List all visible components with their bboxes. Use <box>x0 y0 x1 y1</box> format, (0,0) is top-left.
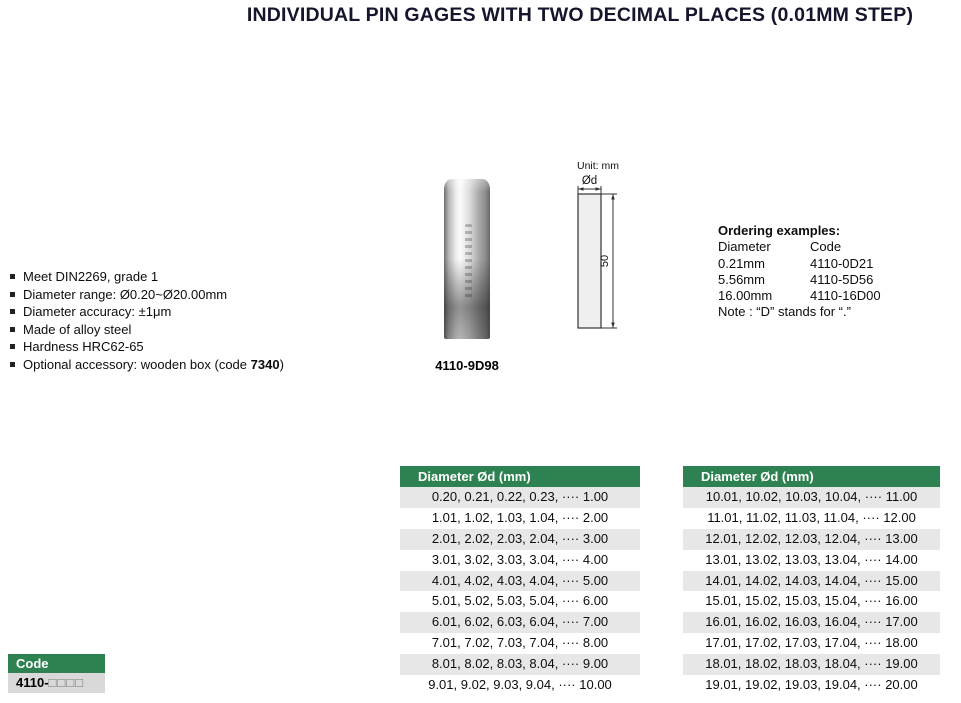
table-row: 5.01, 5.02, 5.03, 5.04, ···· 6.00 <box>400 591 640 612</box>
feature-text: Meet DIN2269, grade 1 <box>23 269 159 284</box>
diameter-table-1 <box>400 466 640 696</box>
product-model-label: 4110-9D98 <box>435 358 499 373</box>
table-row: 9.01, 9.02, 9.03, 9.04, ···· 10.00 <box>400 675 640 696</box>
unit-label: Unit: mm <box>577 160 619 172</box>
table-row: 4.01, 4.02, 4.03, 4.04, ···· 5.00 <box>400 571 640 592</box>
table-row: 15.01, 15.02, 15.03, 15.04, ···· 16.00 <box>683 591 940 612</box>
code-placeholder-squares: □□□□ <box>48 675 84 690</box>
feature-text: Diameter range: Ø0.20~Ø20.00mm <box>23 286 228 302</box>
bullet-square-icon <box>10 344 15 349</box>
ordering-col-code: Code <box>810 239 842 255</box>
table-row: 11.01, 11.02, 11.03, 11.04, ···· 12.00 <box>683 508 940 529</box>
feature-item <box>10 303 400 321</box>
ordering-code: 4110-5D56 <box>810 271 874 287</box>
ordering-note: Note : “D” stands for “.” <box>718 304 851 320</box>
code-box-value <box>8 673 105 693</box>
ordering-diameter: 0.21mm <box>718 255 765 271</box>
table-row: 16.01, 16.02, 16.03, 16.04, ···· 17.00 <box>683 612 940 633</box>
feature-item <box>10 286 400 304</box>
ordering-diameter: 5.56mm <box>718 271 765 287</box>
table-row: 7.01, 7.02, 7.03, 7.04, ···· 8.00 <box>400 633 640 654</box>
feature-text: Diameter accuracy: ±1μm <box>23 304 172 320</box>
pin-side-view <box>578 194 601 328</box>
dimension-drawing <box>570 158 642 344</box>
feature-item <box>10 338 400 356</box>
table-row: 19.01, 19.02, 19.03, 19.04, ···· 20.00 <box>683 675 940 696</box>
pin-gage-photo <box>444 179 490 339</box>
pin-engraving <box>465 224 472 301</box>
ordering-heading: Ordering examples: <box>718 223 841 238</box>
ordering-code: 4110-16D00 <box>810 288 881 304</box>
table-row: 6.01, 6.02, 6.03, 6.04, ···· 7.00 <box>400 612 640 633</box>
feature-item <box>10 268 400 286</box>
table-row: 8.01, 8.02, 8.03, 8.04, ···· 9.00 <box>400 654 640 675</box>
feature-item <box>10 321 400 339</box>
arrowhead-left-icon <box>578 187 584 191</box>
table-row: 2.01, 2.02, 2.03, 2.04, ···· 3.00 <box>400 529 640 550</box>
diameter-dim-label: Ød <box>581 175 598 187</box>
ordering-col-diameter: Diameter <box>718 239 771 255</box>
code-box-header: Code <box>8 654 105 673</box>
table-row: 10.01, 10.02, 10.03, 10.04, ···· 11.00 <box>683 487 940 508</box>
arrowhead-right-icon <box>596 187 602 191</box>
code-prefix: 4110- <box>16 675 49 690</box>
table-row: 14.01, 14.02, 14.03, 14.04, ···· 15.00 <box>683 571 940 592</box>
feature-optional-prefix: Optional accessory: wooden box (code <box>23 356 251 372</box>
ordering-code: 4110-0D21 <box>810 255 874 271</box>
feature-text: Hardness HRC62-65 <box>23 339 144 355</box>
bullet-square-icon <box>10 309 15 314</box>
arrowhead-up-icon <box>611 194 615 200</box>
code-box <box>8 654 105 693</box>
table-header: Diameter Ød (mm) <box>683 466 940 487</box>
feature-text <box>23 357 284 372</box>
feature-optional-suffix: ) <box>279 356 284 372</box>
ordering-diameter: 16.00mm <box>718 288 773 304</box>
bullet-square-icon <box>10 362 15 367</box>
feature-list <box>10 268 400 374</box>
table-row: 13.01, 13.02, 13.03, 13.04, ···· 14.00 <box>683 550 940 571</box>
feature-item <box>10 356 400 374</box>
page-title: INDIVIDUAL PIN GAGES WITH TWO DECIMAL PLACES (0.01MM STEP) <box>246 4 914 26</box>
table-row: 12.01, 12.02, 12.03, 12.04, ···· 13.00 <box>683 529 940 550</box>
length-dim-label: 50 <box>599 254 611 268</box>
table-row: 1.01, 1.02, 1.03, 1.04, ···· 2.00 <box>400 508 640 529</box>
bullet-square-icon <box>10 327 15 332</box>
ordering-examples <box>718 223 953 321</box>
arrowhead-down-icon <box>611 323 615 329</box>
feature-text: Made of alloy steel <box>23 321 132 337</box>
bullet-square-icon <box>10 292 15 297</box>
table-row: 3.01, 3.02, 3.03, 3.04, ···· 4.00 <box>400 550 640 571</box>
table-row: 0.20, 0.21, 0.22, 0.23, ···· 1.00 <box>400 487 640 508</box>
table-row: 17.01, 17.02, 17.03, 17.04, ···· 18.00 <box>683 633 940 654</box>
feature-optional-code: 7340 <box>250 356 280 372</box>
ordering-table <box>718 239 953 304</box>
table-row: 18.01, 18.02, 18.03, 18.04, ···· 19.00 <box>683 654 940 675</box>
table-header: Diameter Ød (mm) <box>400 466 640 487</box>
diameter-table-2 <box>683 466 940 696</box>
bullet-square-icon <box>10 274 15 279</box>
